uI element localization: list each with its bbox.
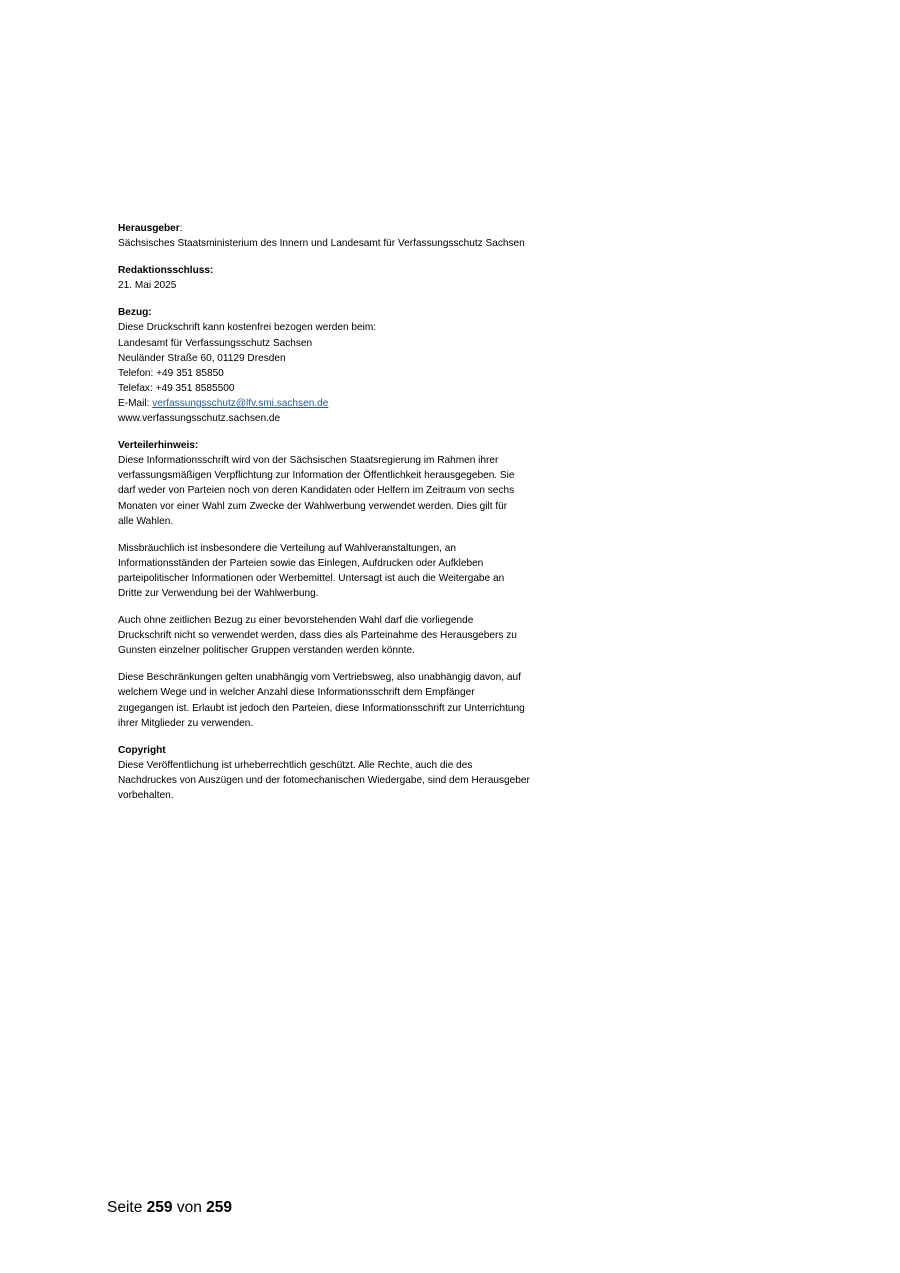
bezug-address: Neuländer Straße 60, 01129 Dresden [118, 352, 286, 364]
verteiler-paragraph-line: Druckschrift nicht so verwendet werden, dass dies als Parteinahme des Herausgebers zu [118, 630, 517, 642]
verteiler-paragraph-line: parteipolitischer Informationen oder Werbemittel. Untersagt ist auch die Weitergabe an [118, 572, 505, 584]
redaktion-date: 21. Mai 2025 [118, 280, 177, 292]
bezug-org: Landesamt für Verfassungsschutz Sachsen [118, 337, 313, 349]
current-page-number: 259 [146, 1199, 173, 1216]
verteiler-paragraph-line: alle Wahlen. [118, 515, 174, 527]
copyright-line: Diese Veröffentlichung ist urheberrechtlich geschützt. Alle Rechte, auch die des [118, 759, 473, 771]
total-pages-number: 259 [206, 1199, 232, 1216]
verteiler-paragraph-line: Diese Beschränkungen gelten unabhängig vom Vertriebsweg, also unabhängig davon, auf [118, 672, 521, 684]
email-link[interactable]: verfassungsschutz@lfv.smi.sachsen.de [152, 397, 329, 409]
email-label: E-Mail: [118, 397, 153, 409]
verteiler-paragraph-line: Auch ohne zeitlichen Bezug zu einer bevorstehenden Wahl darf die vorliegende [118, 615, 474, 627]
verteiler-paragraph-line: Dritte zur Verwendung bei der Wahlwerbung. [118, 587, 319, 599]
verteiler-paragraph-line: Diese Informationsschrift wird von der Sächsischen Staatsregierung im Rahmen ihrer [118, 455, 499, 467]
copyright-section [118, 743, 548, 803]
copyright-line: vorbehalten. [118, 790, 174, 801]
footer-prefix: Seite [107, 1199, 147, 1216]
verteiler-paragraph-line: Monaten vor einer Wahl zum Zwecke der Wahlwerbung verwendet werden. Dies gilt für [118, 500, 508, 512]
bezug-section [118, 305, 548, 426]
redaktion-heading: Redaktionsschluss: [118, 265, 214, 277]
imprint-content [118, 221, 548, 815]
bezug-phone: Telefon: +49 351 85850 [118, 367, 224, 379]
herausgeber-section [118, 221, 548, 251]
herausgeber-colon: : [179, 223, 183, 234]
herausgeber-heading: Herausgeber [118, 223, 180, 234]
verteiler-heading: Verteilerhinweis: [118, 440, 199, 452]
verteiler-paragraph-line: Missbräuchlich ist insbesondere die Verteilung auf Wahlveranstaltungen, an [118, 542, 456, 554]
verteiler-paragraph-line: ihrer Mitglieder zu verwenden. [118, 717, 254, 729]
bezug-fax: Telefax: +49 351 8585500 [118, 382, 235, 394]
copyright-heading: Copyright [118, 744, 166, 756]
verteiler-paragraphs [118, 453, 548, 731]
verteiler-paragraph [118, 670, 548, 730]
bezug-intro: Diese Druckschrift kann kostenfrei bezogen werden beim: [118, 322, 377, 334]
verteiler-paragraph-line: Informationsständen der Parteien sowie das Einlegen, Aufdrucken oder Aufkleben [118, 557, 484, 569]
verteiler-section [118, 438, 548, 731]
copyright-text [118, 758, 548, 803]
bezug-email-line [118, 396, 548, 411]
verteiler-paragraph [118, 613, 548, 658]
verteiler-paragraph [118, 541, 548, 601]
footer-middle: von [172, 1199, 207, 1216]
herausgeber-text: Sächsisches Staatsministerium des Innern und Landesamt für Verfassungsschutz Sachsen [118, 238, 525, 250]
herausgeber-heading-line [118, 221, 548, 236]
verteiler-paragraph-line: Gunsten einzelner politischer Gruppen verstanden werden könnte. [118, 645, 415, 657]
verteiler-paragraph-line: zugegangen ist. Erlaubt ist jedoch den Parteien, diese Informationsschrift zur Unterrichtung [118, 702, 525, 714]
verteiler-paragraph-line: darf weder von Parteien noch von deren Kandidaten oder Helfern im Zeitraum von sechs [118, 485, 515, 497]
page-number-footer [107, 1197, 232, 1219]
redaktion-section [118, 263, 548, 293]
verteiler-paragraph [118, 453, 548, 528]
bezug-website: www.verfassungsschutz.sachsen.de [118, 413, 281, 425]
copyright-line: Nachdruckes von Auszügen und der fotomechanischen Wiedergabe, sind dem Herausgeber [118, 774, 530, 786]
verteiler-paragraph-line: welchem Wege und in welcher Anzahl diese Informationsschrift dem Empfänger [118, 687, 475, 699]
verteiler-paragraph-line: verfassungsmäßigen Verpflichtung zur Information der Öffentlichkeit herausgegeben. Sie [118, 470, 515, 482]
bezug-heading: Bezug: [118, 307, 152, 319]
